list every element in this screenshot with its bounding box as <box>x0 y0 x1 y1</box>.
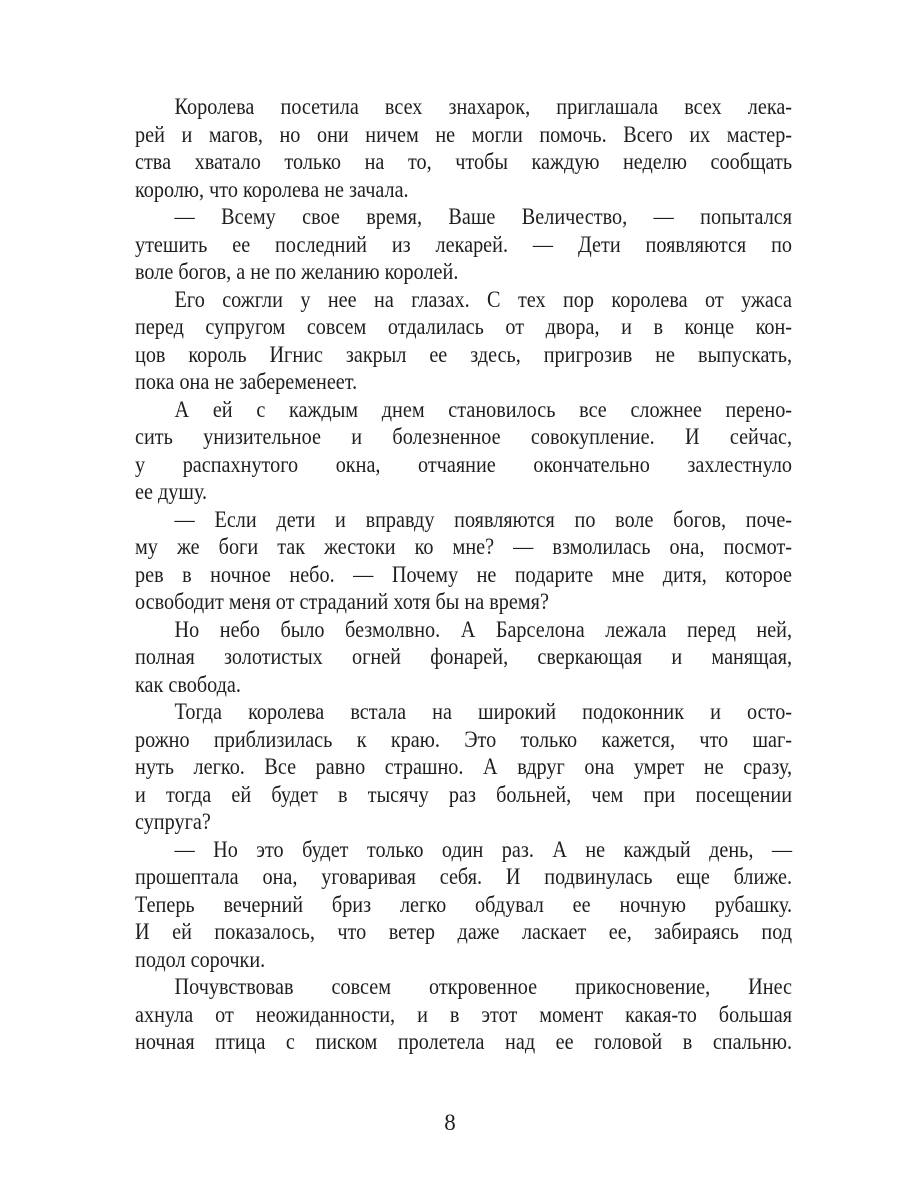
text-line: утешить ее последний из лекарей. — Дети появляются по <box>135 231 793 258</box>
text-line: воле богов, а не по желанию королей. <box>135 259 459 285</box>
text-line: Его сожгли у нее на глазах. С тех пор королева от ужаса <box>174 286 793 313</box>
text-line: — Всему свое время, Ваше Величество, — попытался <box>174 204 793 230</box>
text-line: рожно приблизилась к краю. Это только кажется, что шаг- <box>135 726 793 753</box>
text-line: у распахнутого окна, отчаяние окончательно захлестнуло <box>135 451 793 478</box>
text-line: — Если дети и вправду появляются по воле богов, поче- <box>174 506 793 533</box>
text-line: рей и магов, но они ничем не могли помочь. Всего их мастер- <box>135 121 793 148</box>
paragraph <box>135 204 792 287</box>
paragraph <box>135 94 792 204</box>
text-line: нуть легко. Все равно страшно. А вдруг она умрет не сразу, <box>135 754 793 780</box>
paragraph <box>135 974 792 1057</box>
text-line: ночная птица с писком пролетела над ее головой в спальню. <box>135 1029 793 1055</box>
text-line: и тогда ей будет в тысячу раз больней, чем при посещении <box>135 781 793 808</box>
paragraph <box>135 507 792 617</box>
text-line: как свобода. <box>135 671 241 698</box>
paragraph <box>135 837 792 975</box>
text-line: супруга? <box>135 809 211 835</box>
paragraph <box>135 287 792 397</box>
text-line: Тогда королева встала на широкий подоконник и осто- <box>174 699 793 725</box>
text-line: Королева посетила всех знахарок, приглашала всех лека- <box>174 94 793 120</box>
text-line: пока она не забеременеет. <box>135 369 358 395</box>
text-line: И ей показалось, что ветер даже ласкает ее, забираясь под <box>135 919 793 945</box>
text-line: королю, что королева не зачала. <box>135 176 409 203</box>
text-line: — Но это будет только один раз. А не каждый день, — <box>174 836 793 863</box>
body-text <box>135 94 792 1057</box>
text-line: ее душу. <box>135 479 208 505</box>
paragraph <box>135 699 792 837</box>
paragraph <box>135 617 792 700</box>
text-line: ахнула от неожиданности, и в этот момент какая-то большая <box>135 1001 793 1028</box>
text-line: освободит меня от страданий хотя бы на время? <box>135 589 549 615</box>
text-line: перед супругом совсем отдалилась от двора, и в конце кон- <box>135 314 793 340</box>
text-line: полная золотистых огней фонарей, сверкающая и манящая, <box>135 644 793 670</box>
text-line: му же боги так жестоки ко мне? — взмолилась она, посмот- <box>135 534 793 560</box>
text-line: цов король Игнис закрыл ее здесь, пригрозив не выпускать, <box>135 341 793 368</box>
text-line: Но небо было безмолвно. А Барселона лежала перед ней, <box>174 616 793 643</box>
text-line: рев в ночное небо. — Почему не подарите мне дитя, которое <box>135 561 793 588</box>
text-line: сить унизительное и болезненное совокупление. И сейчас, <box>135 424 793 450</box>
text-line: Теперь вечерний бриз легко обдувал ее ночную рубашку. <box>135 891 793 918</box>
text-line: ства хватало только на то, чтобы каждую неделю сообщать <box>135 149 793 175</box>
text-line: подол сорочки. <box>135 946 266 973</box>
text-line: А ей с каждым днем становилось все сложнее перено- <box>174 396 793 423</box>
page-number: 8 <box>444 1110 456 1135</box>
text-line: прошептала она, уговаривая себя. И подвинулась еще ближе. <box>135 864 793 890</box>
paragraph <box>135 397 792 507</box>
text-line: Почувствовав совсем откровенное прикосновение, Инес <box>174 974 793 1000</box>
